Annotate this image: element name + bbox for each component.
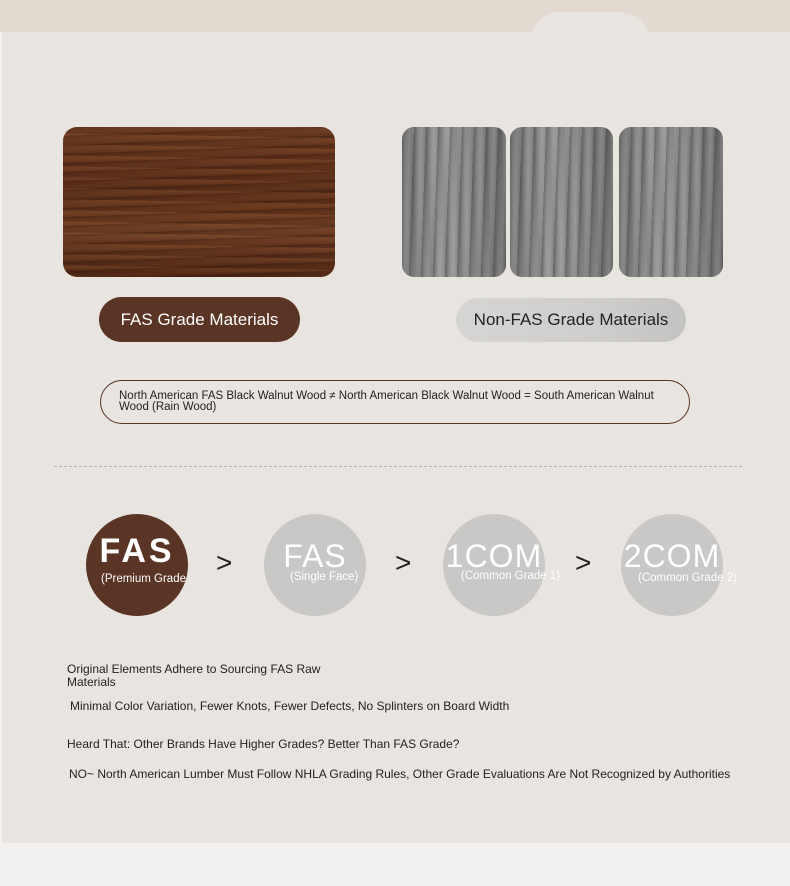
grade-circle-1com xyxy=(443,514,561,616)
features-statement: Minimal Color Variation, Fewer Knots, Fewer Defects, No Splinters on Board Width xyxy=(70,699,510,713)
grade-description: (Common Grade 2) xyxy=(638,572,738,584)
greater-than-sign: > xyxy=(575,547,592,578)
sourcing-statement: Original Elements Adhere to Sourcing FAS Raw Materials xyxy=(67,662,321,689)
grade-description: (Premium Grade xyxy=(101,573,186,585)
walnut-comparison-notice: North American FAS Black Walnut Wood ≠ North American Black Walnut Wood = South American Walnut Wood (Rain Wood) xyxy=(100,380,690,424)
bottom-strip xyxy=(0,843,790,886)
grade-name: 1COM xyxy=(445,538,543,574)
question-statement: Heard That: Other Brands Have Higher Grades? Better Than FAS Grade? xyxy=(67,737,460,751)
dashed-divider xyxy=(54,466,742,467)
top-band xyxy=(0,0,790,32)
greater-than-sign: > xyxy=(395,547,412,578)
answer-statement: NO~ North American Lumber Must Follow NHLA Grading Rules, Other Grade Evaluations Are Not Recognized by Authorities xyxy=(69,767,731,781)
fas-grade-label: FAS Grade Materials xyxy=(99,297,300,342)
grade-circle-fas-premium xyxy=(86,514,188,616)
grade-description: (Single Face) xyxy=(290,571,359,583)
grey-wood-sample-image-3 xyxy=(619,127,723,277)
grey-wood-sample-image-1 xyxy=(402,127,506,277)
greater-than-sign: > xyxy=(216,547,233,578)
grade-name: FAS xyxy=(99,532,175,570)
grade-circle-2com xyxy=(621,514,738,616)
walnut-wood-sample-image xyxy=(63,127,335,277)
non-fas-grade-label: Non-FAS Grade Materials xyxy=(456,298,686,342)
grade-circle-fas-single-face xyxy=(264,514,366,616)
grey-wood-sample-image-2 xyxy=(510,127,613,277)
grade-name: FAS xyxy=(283,538,347,574)
grade-description: (Common Grade 1) xyxy=(461,570,561,582)
grade-name: 2COM xyxy=(623,538,721,574)
